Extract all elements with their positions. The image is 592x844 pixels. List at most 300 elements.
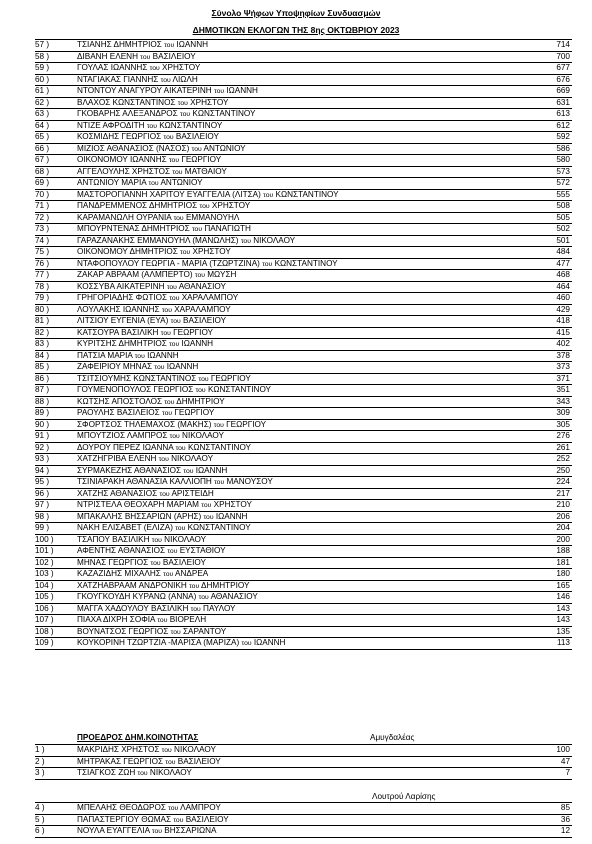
candidate-name: ΝΑΚΗ ΕΛΙΣΑΒΕΤ (ΕΛΙΖΑ) bbox=[77, 523, 173, 532]
vote-count: 85 bbox=[560, 803, 570, 812]
row-number: 94 ) bbox=[35, 465, 50, 475]
table-row bbox=[35, 826, 572, 838]
row-number: 85 ) bbox=[35, 362, 50, 371]
vote-count: 113 bbox=[556, 638, 570, 647]
candidate-name-cell bbox=[77, 604, 517, 616]
table-row bbox=[35, 535, 572, 547]
table-row bbox=[35, 178, 572, 190]
row-number: 97 ) bbox=[35, 500, 50, 509]
row-number: 57 ) bbox=[35, 40, 50, 49]
candidate-name: ΚΑΤΣΟΥΡΑ ΒΑΣΙΛΙΚΗ bbox=[77, 327, 159, 337]
row-number: 86 ) bbox=[35, 373, 50, 383]
vote-count: 508 bbox=[556, 201, 570, 210]
candidate-name: ΑΦΕΝΤΗΣ ΑΘΑΝΑΣΙΟΣ bbox=[77, 546, 166, 555]
patronymic-connector: του bbox=[148, 180, 159, 187]
father-name: ΚΩΝΣΤΑΝΤΙΝΟΥ bbox=[274, 258, 338, 268]
table-row bbox=[35, 109, 572, 121]
row-number: 60 ) bbox=[35, 74, 50, 84]
vote-count: 47 bbox=[560, 756, 570, 766]
candidate-name: ΜΙΖΙΟΣ ΑΘΑΝΑΣΙΟΣ (ΝΑΣΟΣ) bbox=[77, 143, 190, 153]
candidate-name-cell bbox=[77, 826, 517, 838]
father-name: ΓΕΩΡΓΙΟΥ bbox=[173, 327, 214, 337]
candidate-name: ΝΤΑΦΟΠΟΥΛΟΥ ΓΕΩΡΓΙΑ - ΜΑΡΙΑ (ΤΖΩΡΤΖΙΝΑ) bbox=[77, 258, 260, 268]
father-name: ΧΡΗΣΤΟΥ bbox=[192, 247, 231, 256]
candidate-name: ΧΑΤΖΗΑΒΡΑΑΜ ΑΝΔΡΟΝΙΚΗ bbox=[77, 580, 187, 590]
row-number: 6 ) bbox=[35, 826, 45, 835]
father-name: ΒΗΣΣΑΡΙΩΝΑ bbox=[164, 826, 217, 835]
candidate-name-cell bbox=[77, 305, 517, 317]
candidate-name-cell bbox=[77, 236, 517, 248]
row-number: 91 ) bbox=[35, 431, 50, 440]
father-name: ΙΩΑΝΝΗ bbox=[166, 362, 199, 371]
candidate-name: ΖΑΚΑΡ ΑΒΡΑΑΜ (ΑΛΜΠΕΡΤΟ) bbox=[77, 270, 193, 279]
table-row bbox=[35, 768, 572, 780]
candidate-name: ΜΠΟΥΡΝΤΕΝΑΣ ΔΗΜΗΤΡΙΟΣ bbox=[77, 224, 190, 233]
father-name: ΑΝΤΩΝΙΟΥ bbox=[160, 178, 203, 187]
father-name: ΙΩΑΝΝΗ bbox=[181, 339, 214, 348]
patronymic-connector: του bbox=[151, 828, 163, 835]
candidate-name-cell bbox=[77, 638, 517, 650]
father-name: ΚΩΝΣΤΑΝΤΙΝΟΥ bbox=[187, 442, 252, 452]
row-number: 82 ) bbox=[35, 327, 50, 337]
candidate-name-cell bbox=[77, 627, 517, 639]
table-row bbox=[35, 815, 572, 827]
row-number: 73 ) bbox=[35, 224, 50, 233]
candidate-name: ΤΣΙΤΣΙΟΥΜΗΣ ΚΩΝΣΤΑΝΤΙΝΟΣ bbox=[77, 373, 197, 383]
community-name: Αμυγδαλέας bbox=[370, 733, 415, 742]
table-row bbox=[35, 512, 572, 524]
father-name: ΒΑΣΙΛΕΙΟΥ bbox=[175, 132, 219, 141]
vote-count: 714 bbox=[556, 40, 570, 49]
row-number: 102 ) bbox=[35, 557, 54, 567]
vote-count: 418 bbox=[556, 316, 570, 325]
table-row bbox=[35, 224, 572, 236]
candidate-name: ΓΟΥΜΕΝΟΠΟΥΛΟΣ ΓΕΩΡΓΙΟΣ bbox=[77, 385, 194, 394]
vote-count: 200 bbox=[556, 534, 570, 544]
table-row bbox=[35, 144, 572, 156]
table-row bbox=[35, 293, 572, 305]
patronymic-connector: του bbox=[175, 525, 186, 532]
table-row bbox=[35, 75, 572, 87]
father-name: ΓΕΩΡΓΙΟΥ bbox=[210, 373, 251, 383]
patronymic-connector: του bbox=[167, 548, 178, 555]
candidate-name-cell bbox=[77, 86, 517, 98]
patronymic-connector: του bbox=[159, 490, 170, 498]
table-row bbox=[35, 155, 572, 167]
row-number: 107 ) bbox=[35, 615, 54, 624]
father-name: ΚΩΝΣΤΑΝΤΙΝΟΥ bbox=[187, 523, 251, 532]
table-row bbox=[35, 443, 572, 455]
row-number: 76 ) bbox=[35, 258, 50, 268]
father-name: ΒΑΣΙΛΕΙΟΥ bbox=[152, 51, 196, 61]
vote-count: 677 bbox=[556, 63, 570, 72]
candidate-name-cell bbox=[77, 500, 517, 512]
row-number: 100 ) bbox=[35, 534, 54, 544]
candidate-name-cell bbox=[77, 351, 517, 363]
father-name: ΧΑΡΑΛΑΜΠΟΥ bbox=[174, 304, 231, 314]
vote-count: 373 bbox=[556, 362, 570, 371]
row-number: 93 ) bbox=[35, 454, 50, 463]
vote-count: 505 bbox=[556, 212, 570, 222]
candidate-name: ΚΩΤΣΗΣ ΑΠΟΣΤΟΛΟΣ bbox=[77, 396, 163, 406]
patronymic-connector: του bbox=[198, 594, 209, 601]
father-name: ΓΕΩΡΓΙΟΥ bbox=[181, 155, 222, 164]
candidate-name: ΑΓΓΕΛΟΥΛΗΣ ΧΡΗΣΤΟΣ bbox=[77, 166, 171, 176]
candidate-name-cell bbox=[77, 420, 517, 432]
father-name: ΙΩΑΝΝΗ bbox=[253, 638, 286, 647]
candidate-name-cell bbox=[77, 615, 517, 627]
table-row bbox=[35, 638, 572, 650]
vote-count: 572 bbox=[556, 178, 570, 187]
table-row bbox=[35, 569, 572, 581]
vote-count: 12 bbox=[560, 826, 570, 835]
father-name: ΜΑΤΘΑΙΟΥ bbox=[184, 166, 227, 176]
candidate-name-cell bbox=[77, 431, 517, 443]
vote-count: 700 bbox=[556, 51, 570, 61]
father-name: ΜΑΝΟΥΣΟΥ bbox=[226, 477, 273, 486]
patronymic-connector: του bbox=[173, 816, 184, 824]
father-name: ΝΙΚΟΛΑΟΥ bbox=[171, 454, 214, 463]
patronymic-connector: του bbox=[166, 283, 177, 291]
candidate-name: ΓΡΗΓΟΡΙΑΔΗΣ ΦΩΤΙΟΣ bbox=[77, 293, 168, 302]
candidate-name-cell bbox=[77, 454, 517, 466]
row-number: 69 ) bbox=[35, 178, 50, 187]
candidate-name: ΓΚΟΒΑΡΗΣ ΑΛΕΞΑΝΔΡΟΣ bbox=[77, 109, 178, 118]
vote-count: 309 bbox=[556, 408, 570, 417]
vote-count: 188 bbox=[556, 546, 570, 555]
document-subtitle: ΔΗΜΟΤΙΚΩΝ ΕΚΛΟΓΩΝ ΤΗΣ 8ης ΟΚΤΩΒΡΙΟΥ 2023 bbox=[192, 25, 400, 35]
candidate-name: ΚΑΖΑΖΙΔΗΣ ΜΙΧΑΛΗΣ bbox=[77, 569, 161, 578]
father-name: ΧΑΡΑΛΑΜΠΟΥ bbox=[181, 293, 239, 302]
table-row bbox=[35, 236, 572, 248]
father-name: ΝΙΚΟΛΑΟΥ bbox=[182, 431, 224, 440]
candidate-name: ΛΟΥΛΑΚΗΣ ΙΩΑΝΝΗΣ bbox=[77, 304, 160, 314]
patronymic-connector: του bbox=[169, 295, 180, 302]
patronymic-connector: του bbox=[203, 513, 214, 521]
candidate-name: ΠΑΠΑΣΤΕΡΓΙΟΥ ΘΩΜΑΣ bbox=[77, 814, 172, 824]
vote-count: 261 bbox=[556, 442, 570, 452]
row-number: 103 ) bbox=[35, 569, 54, 578]
candidate-name: ΟΙΚΟΝΟΜΟΥ ΙΩΑΝΝΗΣ bbox=[77, 155, 167, 164]
table-row bbox=[35, 351, 572, 363]
row-number: 72 ) bbox=[35, 212, 50, 222]
patronymic-connector: του bbox=[160, 329, 171, 337]
candidate-name-cell bbox=[77, 745, 517, 757]
candidate-name-cell bbox=[77, 167, 517, 179]
candidate-name-cell bbox=[77, 397, 517, 409]
row-number: 106 ) bbox=[35, 603, 54, 613]
father-name: ΧΡΗΣΤΟΥ bbox=[211, 201, 251, 210]
vote-count: 429 bbox=[556, 304, 570, 314]
row-number: 1 ) bbox=[35, 745, 45, 754]
vote-count: 180 bbox=[556, 569, 570, 578]
table-row bbox=[35, 466, 572, 478]
candidate-name: ΚΑΡΑΜΑΝΩΛΗ ΟΥΡΑΝΙΑ bbox=[77, 212, 172, 222]
patronymic-connector: του bbox=[214, 88, 225, 95]
patronymic-connector: του bbox=[263, 191, 274, 199]
table-row bbox=[35, 408, 572, 420]
table-row bbox=[35, 316, 572, 328]
candidate-name-cell bbox=[77, 466, 517, 478]
row-number: 108 ) bbox=[35, 626, 54, 636]
vote-count: 146 bbox=[556, 592, 570, 601]
community-table bbox=[35, 802, 572, 838]
vote-count: 501 bbox=[556, 235, 570, 245]
patronymic-connector: του bbox=[169, 433, 180, 440]
vote-count: 460 bbox=[556, 293, 570, 302]
father-name: ΣΑΡΑΝΤΟΥ bbox=[182, 626, 227, 636]
candidate-name: ΠΙΑΧΑ ΔΙΧΡΗ ΣΟΦΙΑ bbox=[77, 615, 156, 624]
patronymic-connector: του bbox=[168, 805, 179, 812]
father-name: ΝΙΚΟΛΑΟΥ bbox=[164, 534, 207, 544]
patronymic-connector: του bbox=[170, 628, 181, 636]
vote-count: 135 bbox=[556, 626, 570, 636]
candidate-name: ΤΣΙΑΝΗΣ ΔΗΜΗΤΡΙΟΣ bbox=[77, 40, 162, 49]
table-row bbox=[35, 63, 572, 75]
table-row bbox=[35, 362, 572, 374]
father-name: ΙΩΑΝΝΗ bbox=[226, 86, 258, 95]
candidate-name-cell bbox=[77, 569, 517, 581]
father-name: ΧΡΗΣΤΟΥ bbox=[213, 500, 252, 509]
community-name: Λουτρού Λαρίσης bbox=[372, 792, 436, 801]
patronymic-connector: του bbox=[195, 387, 206, 394]
table-row bbox=[35, 282, 572, 294]
candidate-name: ΛΙΤΣΙΟΥ ΕΥΓΕΝΙΑ (ΕΥΑ) bbox=[77, 316, 169, 325]
patronymic-connector: του bbox=[157, 617, 168, 624]
father-name: ΛΑΜΠΡΟΥ bbox=[180, 803, 221, 812]
candidate-name-cell bbox=[77, 535, 517, 547]
candidate-name-cell bbox=[77, 385, 517, 397]
table-row bbox=[35, 523, 572, 535]
candidate-name-cell bbox=[77, 144, 517, 156]
patronymic-connector: του bbox=[191, 145, 202, 153]
father-name: ΙΩΑΝΝΗ bbox=[215, 511, 248, 521]
candidate-name: ΑΝΤΩΝΙΟΥ ΜΑΡΙΑ bbox=[77, 178, 147, 187]
candidate-name: ΝΟΥΛΑ ΕΥΑΓΓΕΛΙΑ bbox=[77, 826, 150, 835]
candidate-name-cell bbox=[77, 316, 517, 328]
patronymic-connector: του bbox=[151, 536, 162, 544]
table-row bbox=[35, 581, 572, 593]
father-name: ΑΝΔΡΕΑ bbox=[175, 569, 209, 578]
row-number: 74 ) bbox=[35, 235, 50, 245]
row-number: 96 ) bbox=[35, 488, 50, 498]
patronymic-connector: του bbox=[189, 582, 200, 590]
candidate-name-cell bbox=[77, 815, 517, 827]
candidate-name-cell bbox=[77, 362, 517, 374]
patronymic-connector: του bbox=[198, 375, 209, 383]
candidate-name: ΒΛΑΧΟΣ ΚΩΝΣΤΑΝΤΙΝΟΣ bbox=[77, 97, 176, 107]
row-number: 65 ) bbox=[35, 132, 50, 141]
candidate-name: ΜΠΟΥΤΖΙΟΣ ΛΑΜΠΡΟΣ bbox=[77, 431, 168, 440]
vote-count: 555 bbox=[556, 189, 570, 199]
father-name: ΒΑΣΙΛΕΙΟΥ bbox=[162, 557, 206, 567]
candidate-name-cell bbox=[77, 339, 517, 351]
patronymic-connector: του bbox=[262, 260, 273, 268]
vote-count: 468 bbox=[556, 270, 570, 279]
table-row bbox=[35, 489, 572, 501]
candidate-name-cell bbox=[77, 558, 517, 570]
candidate-name: ΝΤΙΖΕ ΑΦΡΟΔΙΤΗ bbox=[77, 120, 145, 130]
vote-count: 573 bbox=[556, 166, 570, 176]
patronymic-connector: του bbox=[213, 421, 224, 429]
table-row bbox=[35, 615, 572, 627]
father-name: ΧΡΗΣΤΟΥ bbox=[162, 63, 201, 72]
candidate-name-cell bbox=[77, 408, 517, 420]
candidate-name: ΣΦΟΡΤΣΟΣ ΤΗΛΕΜΑΧΟΣ (ΜΑΚΗΣ) bbox=[77, 419, 212, 429]
vote-count: 351 bbox=[556, 385, 570, 394]
candidate-name: ΔΟΥΡΟΥ ΠΕΡΕΖ ΙΩΑΝΝΑ bbox=[77, 442, 174, 452]
table-row bbox=[35, 86, 572, 98]
candidate-name: ΚΥΡΙΤΣΗΣ ΔΗΜΗΤΡΙΟΣ bbox=[77, 339, 167, 348]
row-number: 63 ) bbox=[35, 109, 50, 118]
father-name: ΒΑΣΙΛΕΙΟΥ bbox=[177, 756, 221, 766]
candidate-name-cell bbox=[77, 757, 517, 769]
patronymic-connector: του bbox=[146, 122, 157, 130]
table-row bbox=[35, 745, 572, 757]
candidate-name: ΜΑΚΡΙΔΗΣ ΧΡΗΣΤΟΣ bbox=[77, 745, 160, 754]
table-row bbox=[35, 627, 572, 639]
table-row bbox=[35, 190, 572, 202]
table-row bbox=[35, 558, 572, 570]
patronymic-connector: του bbox=[137, 770, 148, 777]
patronymic-connector: του bbox=[190, 605, 201, 613]
candidate-name-cell bbox=[77, 328, 517, 340]
candidate-name: ΖΑΦΕΙΡΙΟΥ ΜΗΝΑΣ bbox=[77, 362, 153, 371]
father-name: ΝΙΚΟΛΑΟΥ bbox=[149, 768, 192, 777]
patronymic-connector: του bbox=[149, 65, 160, 72]
row-number: 62 ) bbox=[35, 97, 50, 107]
row-number: 61 ) bbox=[35, 86, 50, 95]
row-number: 64 ) bbox=[35, 120, 50, 130]
candidate-name: ΚΟΥΚΟΡΙΝΗ ΤΖΩΡΤΖΙΑ -ΜΑΡΙΣΑ (ΜΑΡΙΖΑ) bbox=[77, 638, 240, 647]
vote-count: 276 bbox=[556, 431, 570, 440]
father-name: ΜΩΥΣΗ bbox=[207, 270, 237, 279]
patronymic-connector: του bbox=[214, 479, 225, 486]
candidate-name-cell bbox=[77, 546, 517, 558]
table-row bbox=[35, 592, 572, 604]
father-name: ΚΩΝΣΤΑΝΤΙΝΟΥ bbox=[207, 385, 272, 394]
table-row bbox=[35, 500, 572, 512]
candidate-name-cell bbox=[77, 768, 517, 780]
candidate-name-cell bbox=[77, 581, 517, 593]
table-row bbox=[35, 604, 572, 616]
table-row bbox=[35, 397, 572, 409]
row-number: 5 ) bbox=[35, 814, 45, 824]
table-row bbox=[35, 52, 572, 64]
candidate-name-cell bbox=[77, 224, 517, 236]
patronymic-connector: του bbox=[175, 444, 186, 452]
row-number: 99 ) bbox=[35, 523, 50, 532]
candidate-name: ΣΥΡΜΑΚΕΖΗΣ ΑΘΑΝΑΣΙΟΣ bbox=[77, 465, 182, 475]
vote-count: 613 bbox=[556, 109, 570, 118]
vote-count: 224 bbox=[556, 477, 570, 486]
row-number: 95 ) bbox=[35, 477, 50, 486]
row-number: 89 ) bbox=[35, 408, 50, 417]
patronymic-connector: του bbox=[140, 53, 151, 61]
row-number: 101 ) bbox=[35, 546, 54, 555]
candidate-name-cell bbox=[77, 489, 517, 501]
candidates-table bbox=[35, 39, 572, 650]
row-number: 3 ) bbox=[35, 768, 45, 777]
patronymic-connector: του bbox=[177, 99, 188, 107]
row-number: 90 ) bbox=[35, 419, 50, 429]
father-name: ΔΗΜΗΤΡΙΟΥ bbox=[201, 580, 250, 590]
vote-count: 206 bbox=[556, 511, 570, 521]
vote-count: 100 bbox=[556, 745, 570, 754]
vote-count: 592 bbox=[556, 132, 570, 141]
vote-count: 210 bbox=[556, 500, 570, 509]
vote-count: 343 bbox=[556, 396, 570, 406]
document-title: Σύνολο Ψήφων Υποψηφίων Συνδυασμών bbox=[211, 8, 381, 18]
table-row bbox=[35, 98, 572, 110]
candidate-name: ΜΗΝΑΣ ΓΕΩΡΓΙΟΣ bbox=[77, 557, 149, 567]
row-number: 75 ) bbox=[35, 247, 50, 256]
row-number: 78 ) bbox=[35, 281, 50, 291]
candidate-name-cell bbox=[77, 121, 517, 133]
candidate-name: ΔΙΒΑΝΗ ΕΛΕΝΗ bbox=[77, 51, 138, 61]
row-number: 83 ) bbox=[35, 339, 50, 348]
row-number: 104 ) bbox=[35, 580, 54, 590]
father-name: ΒΑΣΙΛΕΙΟΥ bbox=[185, 814, 229, 824]
father-name: ΓΕΩΡΓΙΟΥ bbox=[174, 408, 215, 417]
vote-count: 217 bbox=[556, 488, 570, 498]
table-row bbox=[35, 431, 572, 443]
row-number: 66 ) bbox=[35, 143, 50, 153]
candidate-name-cell bbox=[77, 63, 517, 75]
row-number: 105 ) bbox=[35, 592, 54, 601]
candidate-name-cell bbox=[77, 75, 517, 87]
vote-count: 612 bbox=[556, 120, 570, 130]
candidate-name-cell bbox=[77, 443, 517, 455]
candidate-name-cell bbox=[77, 374, 517, 386]
table-row bbox=[35, 803, 572, 815]
table-row bbox=[35, 259, 572, 271]
candidate-name-cell bbox=[77, 592, 517, 604]
row-number: 70 ) bbox=[35, 189, 50, 199]
candidate-name: ΧΑΤΖΗΣ ΑΘΑΝΑΣΙΟΣ bbox=[77, 488, 158, 498]
patronymic-connector: του bbox=[241, 640, 252, 647]
father-name: ΔΗΜΗΤΡΙΟΥ bbox=[176, 396, 225, 406]
vote-count: 580 bbox=[556, 155, 570, 164]
father-name: ΒΑΣΙΛΕΙΟΥ bbox=[183, 316, 227, 325]
candidate-name-cell bbox=[77, 109, 517, 121]
patronymic-connector: του bbox=[154, 364, 165, 371]
patronymic-connector: του bbox=[169, 341, 180, 348]
row-number: 4 ) bbox=[35, 803, 45, 812]
vote-count: 143 bbox=[556, 603, 570, 613]
vote-count: 378 bbox=[556, 350, 570, 360]
candidate-name: ΤΣΑΠΟΥ ΒΑΣΙΛΙΚΗ bbox=[77, 534, 150, 544]
table-row bbox=[35, 247, 572, 259]
row-number: 79 ) bbox=[35, 293, 50, 302]
father-name: ΚΩΝΣΤΑΝΤΙΝΟΥ bbox=[159, 120, 223, 130]
table-row bbox=[35, 374, 572, 386]
vote-count: 7 bbox=[565, 768, 570, 777]
patronymic-connector: του bbox=[180, 249, 191, 256]
candidate-name: ΟΙΚΟΝΟΜΟΥ ΔΗΜΗΤΡΙΟΣ bbox=[77, 247, 178, 256]
vote-count: 502 bbox=[556, 224, 570, 233]
patronymic-connector: του bbox=[191, 226, 203, 233]
candidate-name-cell bbox=[77, 40, 517, 52]
vote-count: 586 bbox=[556, 143, 570, 153]
patronymic-connector: του bbox=[180, 111, 191, 118]
patronymic-connector: του bbox=[199, 203, 210, 210]
vote-count: 204 bbox=[556, 523, 570, 532]
candidate-name: ΧΑΤΖΗΓΡΙΒΑ ΕΛΕΝΗ bbox=[77, 454, 157, 463]
father-name: ΠΑΥΛΟΥ bbox=[203, 603, 236, 613]
patronymic-connector: του bbox=[161, 747, 172, 754]
row-number: 92 ) bbox=[35, 442, 50, 452]
